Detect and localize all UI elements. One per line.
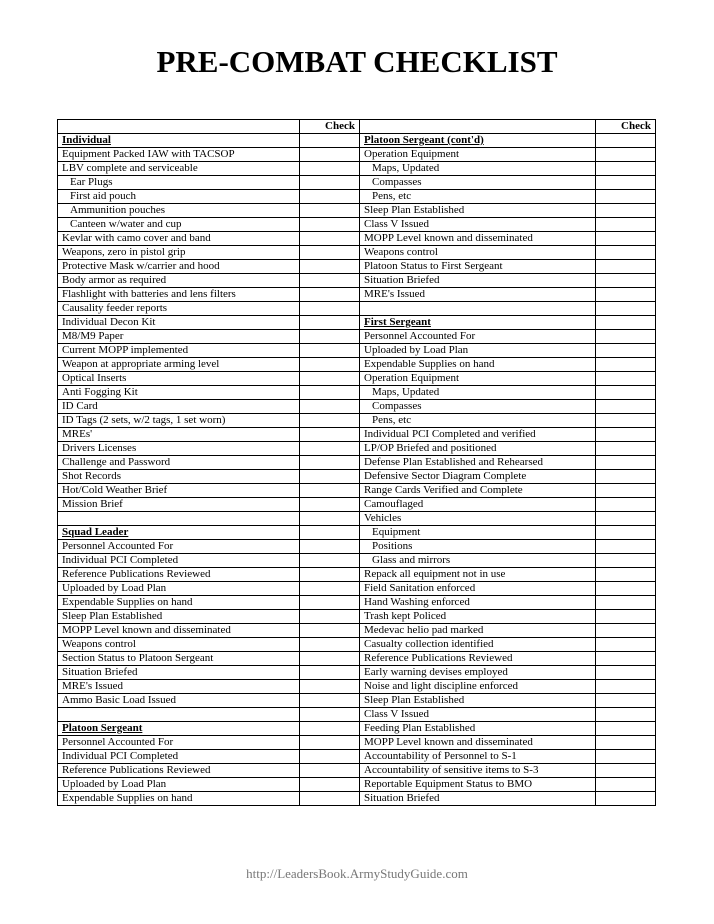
checklist-row bbox=[58, 638, 656, 652]
right-check-box[interactable] bbox=[596, 554, 656, 568]
right-check-box[interactable] bbox=[596, 148, 656, 162]
left-check-box[interactable] bbox=[300, 358, 360, 372]
right-check-box[interactable] bbox=[596, 190, 656, 204]
right-checklist-item: Hand Washing enforced bbox=[360, 596, 596, 610]
left-check-box[interactable] bbox=[300, 386, 360, 400]
right-checklist-subitem: Maps, Updated bbox=[360, 386, 596, 400]
right-check-box[interactable] bbox=[596, 526, 656, 540]
left-check-box[interactable] bbox=[300, 512, 360, 526]
left-check-box[interactable] bbox=[300, 302, 360, 316]
checklist-row bbox=[58, 456, 656, 470]
checklist-row bbox=[58, 764, 656, 778]
left-checklist-item: Situation Briefed bbox=[58, 666, 300, 680]
left-checklist-item: Causality feeder reports bbox=[58, 302, 300, 316]
right-check-box[interactable] bbox=[596, 176, 656, 190]
left-checklist-item: Personnel Accounted For bbox=[58, 540, 300, 554]
checklist-row bbox=[58, 708, 656, 722]
left-check-box[interactable] bbox=[300, 778, 360, 792]
checklist-row bbox=[58, 554, 656, 568]
checklist-row bbox=[58, 470, 656, 484]
left-checklist-item: Individual Decon Kit bbox=[58, 316, 300, 330]
left-check-box[interactable] bbox=[300, 190, 360, 204]
right-check-box[interactable] bbox=[596, 372, 656, 386]
checklist-row bbox=[58, 484, 656, 498]
right-checklist-item: Repack all equipment not in use bbox=[360, 568, 596, 582]
left-checklist-item: Ammo Basic Load Issued bbox=[58, 694, 300, 708]
checklist-row bbox=[58, 288, 656, 302]
right-check-box[interactable] bbox=[596, 400, 656, 414]
right-check-box[interactable] bbox=[596, 330, 656, 344]
right-check-box[interactable] bbox=[596, 792, 656, 806]
checklist-row bbox=[58, 260, 656, 274]
right-checklist-item: Feeding Plan Established bbox=[360, 722, 596, 736]
left-check-box[interactable] bbox=[300, 288, 360, 302]
left-checklist-item: Individual PCI Completed bbox=[58, 750, 300, 764]
checklist-row bbox=[58, 414, 656, 428]
left-checklist-item: Weapon at appropriate arming level bbox=[58, 358, 300, 372]
left-checklist-item: Flashlight with batteries and lens filters bbox=[58, 288, 300, 302]
checklist-row bbox=[58, 442, 656, 456]
left-checklist-item: Shot Records bbox=[58, 470, 300, 484]
left-section-heading: Individual bbox=[58, 134, 300, 148]
left-check-box[interactable] bbox=[300, 610, 360, 624]
right-check-box[interactable] bbox=[596, 484, 656, 498]
left-check-box[interactable] bbox=[300, 792, 360, 806]
left-check-box[interactable] bbox=[300, 750, 360, 764]
checklist-row bbox=[58, 218, 656, 232]
left-blank-cell bbox=[58, 512, 300, 526]
right-check-box[interactable] bbox=[596, 596, 656, 610]
left-check-box[interactable] bbox=[300, 624, 360, 638]
right-checklist-item: LP/OP Briefed and positioned bbox=[360, 442, 596, 456]
checklist-row bbox=[58, 232, 656, 246]
right-checklist-item: MOPP Level known and disseminated bbox=[360, 232, 596, 246]
left-checklist-item: Hot/Cold Weather Brief bbox=[58, 484, 300, 498]
checklist-row bbox=[58, 372, 656, 386]
left-section-heading: Platoon Sergeant bbox=[58, 722, 300, 736]
right-checklist-item: Personnel Accounted For bbox=[360, 330, 596, 344]
left-checklist-item: ID Card bbox=[58, 400, 300, 414]
left-checklist-item: Expendable Supplies on hand bbox=[58, 596, 300, 610]
right-checklist-item: Operation Equipment bbox=[360, 148, 596, 162]
left-checklist-item: Section Status to Platoon Sergeant bbox=[58, 652, 300, 666]
checklist-row bbox=[58, 190, 656, 204]
checklist-row bbox=[58, 246, 656, 260]
right-checklist-item: Weapons control bbox=[360, 246, 596, 260]
right-check-box[interactable] bbox=[596, 316, 656, 330]
right-check-box[interactable] bbox=[596, 246, 656, 260]
left-checklist-subitem: Ear Plugs bbox=[58, 176, 300, 190]
left-check-box[interactable] bbox=[300, 204, 360, 218]
right-checklist-item: Camouflaged bbox=[360, 498, 596, 512]
right-checklist-item: MRE's Issued bbox=[360, 288, 596, 302]
right-checklist-item: Expendable Supplies on hand bbox=[360, 358, 596, 372]
left-checklist-item: Drivers Licenses bbox=[58, 442, 300, 456]
right-checklist-item: Reportable Equipment Status to BMO bbox=[360, 778, 596, 792]
right-checklist-item: MOPP Level known and disseminated bbox=[360, 736, 596, 750]
left-check-box[interactable] bbox=[300, 708, 360, 722]
left-checklist-item: Weapons control bbox=[58, 638, 300, 652]
right-checklist-subitem: Compasses bbox=[360, 400, 596, 414]
right-check-header: Check bbox=[596, 120, 656, 134]
right-check-box[interactable] bbox=[596, 666, 656, 680]
right-check-box[interactable] bbox=[596, 204, 656, 218]
left-checklist-item: LBV complete and serviceable bbox=[58, 162, 300, 176]
checklist-table bbox=[57, 119, 656, 806]
checklist-row bbox=[58, 652, 656, 666]
right-check-box[interactable] bbox=[596, 652, 656, 666]
left-check-header: Check bbox=[300, 120, 360, 134]
right-check-box[interactable] bbox=[596, 638, 656, 652]
checklist-row bbox=[58, 624, 656, 638]
checklist-row bbox=[58, 610, 656, 624]
left-checklist-item: Current MOPP implemented bbox=[58, 344, 300, 358]
right-checklist-item: Medevac helio pad marked bbox=[360, 624, 596, 638]
right-checklist-item: Field Sanitation enforced bbox=[360, 582, 596, 596]
right-check-box[interactable] bbox=[596, 680, 656, 694]
right-check-box[interactable] bbox=[596, 302, 656, 316]
right-checklist-item: Sleep Plan Established bbox=[360, 204, 596, 218]
checklist-row bbox=[58, 694, 656, 708]
left-checklist-item: Individual PCI Completed bbox=[58, 554, 300, 568]
right-checklist-subitem: Pens, etc bbox=[360, 414, 596, 428]
left-checklist-item: Expendable Supplies on hand bbox=[58, 792, 300, 806]
right-check-box[interactable] bbox=[596, 750, 656, 764]
checklist-row bbox=[58, 148, 656, 162]
left-check-box[interactable] bbox=[300, 414, 360, 428]
checklist-row bbox=[58, 568, 656, 582]
left-check-box[interactable] bbox=[300, 232, 360, 246]
checklist-row bbox=[58, 134, 656, 148]
right-checklist-item: Uploaded by Load Plan bbox=[360, 344, 596, 358]
left-checklist-item: Protective Mask w/carrier and hood bbox=[58, 260, 300, 274]
left-check-box[interactable] bbox=[300, 260, 360, 274]
left-check-box[interactable] bbox=[300, 526, 360, 540]
right-checklist-item: Situation Briefed bbox=[360, 792, 596, 806]
right-checklist-subitem: Maps, Updated bbox=[360, 162, 596, 176]
left-checklist-subitem: Ammunition pouches bbox=[58, 204, 300, 218]
right-check-box[interactable] bbox=[596, 288, 656, 302]
checklist-row bbox=[58, 526, 656, 540]
checklist-row bbox=[58, 400, 656, 414]
right-checklist-item: Early warning devises employed bbox=[360, 666, 596, 680]
right-checklist-subitem: Pens, etc bbox=[360, 190, 596, 204]
left-check-box[interactable] bbox=[300, 582, 360, 596]
right-checklist-item: Accountability of sensitive items to S-3 bbox=[360, 764, 596, 778]
right-checklist-item: Defense Plan Established and Rehearsed bbox=[360, 456, 596, 470]
left-check-box[interactable] bbox=[300, 568, 360, 582]
right-checklist-item: Sleep Plan Established bbox=[360, 694, 596, 708]
left-check-box[interactable] bbox=[300, 372, 360, 386]
left-check-box[interactable] bbox=[300, 540, 360, 554]
left-check-box[interactable] bbox=[300, 736, 360, 750]
left-check-box[interactable] bbox=[300, 134, 360, 148]
right-checklist-item: Range Cards Verified and Complete bbox=[360, 484, 596, 498]
left-check-box[interactable] bbox=[300, 470, 360, 484]
left-check-box[interactable] bbox=[300, 442, 360, 456]
checklist-row bbox=[58, 316, 656, 330]
checklist-row bbox=[58, 358, 656, 372]
right-check-box[interactable] bbox=[596, 778, 656, 792]
right-check-box[interactable] bbox=[596, 162, 656, 176]
left-check-box[interactable] bbox=[300, 400, 360, 414]
right-section-heading: Platoon Sergeant (cont'd) bbox=[360, 134, 596, 148]
right-check-box[interactable] bbox=[596, 568, 656, 582]
checklist-row bbox=[58, 498, 656, 512]
left-checklist-item: MRE's Issued bbox=[58, 680, 300, 694]
left-checklist-item: Body armor as required bbox=[58, 274, 300, 288]
left-check-box[interactable] bbox=[300, 764, 360, 778]
checklist-row bbox=[58, 722, 656, 736]
right-check-box[interactable] bbox=[596, 764, 656, 778]
checklist-row bbox=[58, 176, 656, 190]
right-checklist-item: Noise and light discipline enforced bbox=[360, 680, 596, 694]
right-check-box[interactable] bbox=[596, 610, 656, 624]
checklist-row bbox=[58, 540, 656, 554]
right-checklist-subitem: Equipment bbox=[360, 526, 596, 540]
checklist-row bbox=[58, 792, 656, 806]
left-check-box[interactable] bbox=[300, 498, 360, 512]
right-checklist-item: Situation Briefed bbox=[360, 274, 596, 288]
checklist-header-row bbox=[58, 120, 656, 134]
right-checklist-item: Individual PCI Completed and verified bbox=[360, 428, 596, 442]
right-section-heading: First Sergeant bbox=[360, 316, 596, 330]
checklist-row bbox=[58, 778, 656, 792]
checklist-row bbox=[58, 582, 656, 596]
right-check-box[interactable] bbox=[596, 274, 656, 288]
right-check-box[interactable] bbox=[596, 512, 656, 526]
right-checklist-item: Operation Equipment bbox=[360, 372, 596, 386]
left-checklist-item: M8/M9 Paper bbox=[58, 330, 300, 344]
left-check-box[interactable] bbox=[300, 330, 360, 344]
right-item-header bbox=[360, 120, 596, 134]
left-check-box[interactable] bbox=[300, 246, 360, 260]
left-check-box[interactable] bbox=[300, 274, 360, 288]
right-check-box[interactable] bbox=[596, 344, 656, 358]
left-check-box[interactable] bbox=[300, 218, 360, 232]
right-checklist-item: Trash kept Policed bbox=[360, 610, 596, 624]
checklist-row bbox=[58, 386, 656, 400]
left-checklist-item: MREs' bbox=[58, 428, 300, 442]
left-item-header bbox=[58, 120, 300, 134]
left-check-box[interactable] bbox=[300, 344, 360, 358]
left-checklist-subitem: First aid pouch bbox=[58, 190, 300, 204]
right-check-box[interactable] bbox=[596, 358, 656, 372]
left-check-box[interactable] bbox=[300, 148, 360, 162]
right-checklist-subitem: Glass and mirrors bbox=[360, 554, 596, 568]
left-checklist-item: ID Tags (2 sets, w/2 tags, 1 set worn) bbox=[58, 414, 300, 428]
right-checklist-item: Reference Publications Reviewed bbox=[360, 652, 596, 666]
right-check-box[interactable] bbox=[596, 708, 656, 722]
right-check-box[interactable] bbox=[596, 428, 656, 442]
checklist-body bbox=[58, 120, 656, 806]
left-checklist-item: Optical Inserts bbox=[58, 372, 300, 386]
left-checklist-item: Equipment Packed IAW with TACSOP bbox=[58, 148, 300, 162]
right-checklist-item: Defensive Sector Diagram Complete bbox=[360, 470, 596, 484]
right-check-box[interactable] bbox=[596, 694, 656, 708]
checklist-row bbox=[58, 302, 656, 316]
left-checklist-subitem: Canteen w/water and cup bbox=[58, 218, 300, 232]
left-checklist-item: Challenge and Password bbox=[58, 456, 300, 470]
left-check-box[interactable] bbox=[300, 666, 360, 680]
left-checklist-item: Anti Fogging Kit bbox=[58, 386, 300, 400]
left-check-box[interactable] bbox=[300, 484, 360, 498]
checklist-row bbox=[58, 750, 656, 764]
page-title: PRE-COMBAT CHECKLIST bbox=[156, 44, 558, 79]
right-check-box[interactable] bbox=[596, 260, 656, 274]
left-check-box[interactable] bbox=[300, 456, 360, 470]
left-checklist-item: Uploaded by Load Plan bbox=[58, 582, 300, 596]
right-checklist-item: Class V Issued bbox=[360, 708, 596, 722]
right-check-box[interactable] bbox=[596, 624, 656, 638]
checklist-row bbox=[58, 344, 656, 358]
right-check-box[interactable] bbox=[596, 582, 656, 596]
left-check-box[interactable] bbox=[300, 722, 360, 736]
checklist-row bbox=[58, 274, 656, 288]
right-checklist-item: Casualty collection identified bbox=[360, 638, 596, 652]
right-check-box[interactable] bbox=[596, 232, 656, 246]
right-check-box[interactable] bbox=[596, 722, 656, 736]
right-check-box[interactable] bbox=[596, 414, 656, 428]
left-check-box[interactable] bbox=[300, 554, 360, 568]
right-checklist-item: Class V Issued bbox=[360, 218, 596, 232]
right-checklist-subitem: Positions bbox=[360, 540, 596, 554]
right-checklist-item: Vehicles bbox=[360, 512, 596, 526]
checklist-row bbox=[58, 680, 656, 694]
right-check-box[interactable] bbox=[596, 134, 656, 148]
left-checklist-item: Kevlar with camo cover and band bbox=[58, 232, 300, 246]
right-blank-cell bbox=[360, 302, 596, 316]
left-check-box[interactable] bbox=[300, 316, 360, 330]
checklist-row bbox=[58, 666, 656, 680]
left-checklist-item: Sleep Plan Established bbox=[58, 610, 300, 624]
right-check-box[interactable] bbox=[596, 442, 656, 456]
left-check-box[interactable] bbox=[300, 652, 360, 666]
left-check-box[interactable] bbox=[300, 680, 360, 694]
left-section-heading: Squad Leader bbox=[58, 526, 300, 540]
right-checklist-item: Platoon Status to First Sergeant bbox=[360, 260, 596, 274]
left-check-box[interactable] bbox=[300, 694, 360, 708]
left-check-box[interactable] bbox=[300, 176, 360, 190]
left-checklist-item: Personnel Accounted For bbox=[58, 736, 300, 750]
left-check-box[interactable] bbox=[300, 162, 360, 176]
right-check-box[interactable] bbox=[596, 386, 656, 400]
checklist-row bbox=[58, 330, 656, 344]
checklist-row bbox=[58, 428, 656, 442]
left-check-box[interactable] bbox=[300, 638, 360, 652]
right-checklist-subitem: Compasses bbox=[360, 176, 596, 190]
left-check-box[interactable] bbox=[300, 596, 360, 610]
right-check-box[interactable] bbox=[596, 540, 656, 554]
right-check-box[interactable] bbox=[596, 736, 656, 750]
left-blank-cell bbox=[58, 708, 300, 722]
left-checklist-item: Mission Brief bbox=[58, 498, 300, 512]
checklist-row bbox=[58, 512, 656, 526]
right-check-box[interactable] bbox=[596, 218, 656, 232]
footer-url: http://LeadersBook.ArmyStudyGuide.com bbox=[246, 866, 468, 881]
left-checklist-item: Reference Publications Reviewed bbox=[58, 764, 300, 778]
left-checklist-item: Uploaded by Load Plan bbox=[58, 778, 300, 792]
checklist-row bbox=[58, 736, 656, 750]
left-checklist-item: Weapons, zero in pistol grip bbox=[58, 246, 300, 260]
left-checklist-item: Reference Publications Reviewed bbox=[58, 568, 300, 582]
checklist-row bbox=[58, 204, 656, 218]
right-check-box[interactable] bbox=[596, 456, 656, 470]
checklist-row bbox=[58, 162, 656, 176]
checklist-row bbox=[58, 596, 656, 610]
right-check-box[interactable] bbox=[596, 498, 656, 512]
left-check-box[interactable] bbox=[300, 428, 360, 442]
right-check-box[interactable] bbox=[596, 470, 656, 484]
left-checklist-item: MOPP Level known and disseminated bbox=[58, 624, 300, 638]
right-checklist-item: Accountability of Personnel to S-1 bbox=[360, 750, 596, 764]
